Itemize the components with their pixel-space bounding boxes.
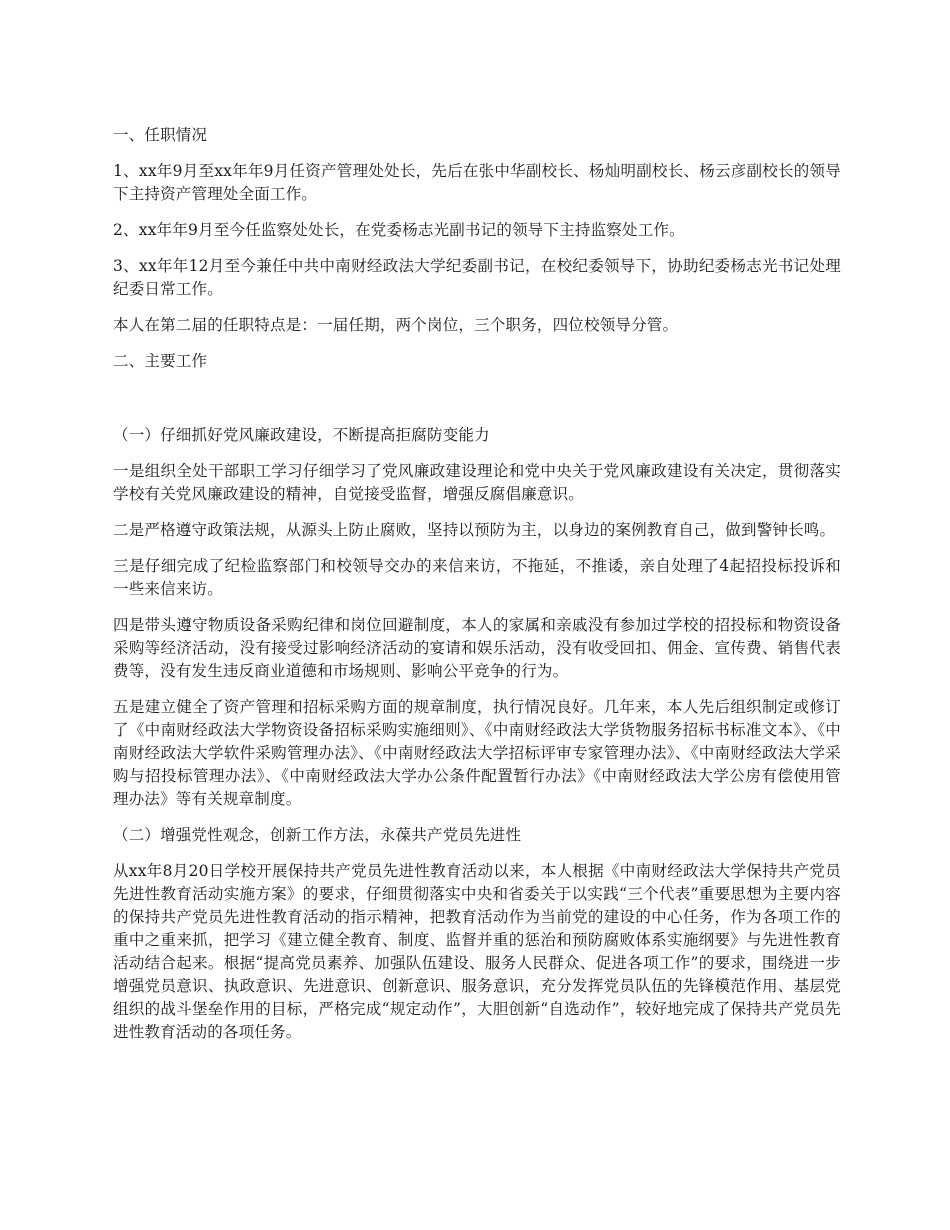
paragraph-integrity-5: 五是建立健全了资产管理和招标采购方面的规章制度，执行情况良好。几年来，本人先后组织制定或修订了《中南财经政法大学物资设备招标采购实施细则》、《中南财经政法大学货物服务招标书标准文本》、《中南财经政法大学软件采购管理办法》、《中南财经政法大学招标评审专家管理办法》、《中南财经政法大学采购与招投标管理办法》、《中南财经政法大学办公条件配置暂行办法》《中南财经政法大学公房有偿使用管理办法》等有关规章制度。	[113, 698, 841, 808]
subsection-heading-party-spirit: （二）增强党性观念，创新工作方法，永葆共产党员先进性	[113, 826, 522, 844]
section-heading-appointment: 一、任职情况	[113, 126, 208, 144]
paragraph-integrity-4: 四是带头遵守物质设备采购纪律和岗位回避制度，本人的家属和亲戚没有参加过学校的招投标和物资设备采购等经济活动，没有接受过影响经济活动的宴请和娱乐活动，没有收受回扣、佣金、宣传费、销售代表费等，没有发生违反商业道德和市场规则、影响公平竞争的行为。	[113, 616, 841, 680]
section-heading-main-work: 二、主要工作	[113, 352, 208, 370]
section-spacer	[113, 386, 841, 424]
subsection-heading-integrity: （一）仔细抓好党风廉政建设，不断提高拒腐防变能力	[113, 426, 490, 444]
document-body	[113, 124, 841, 1057]
paragraph-integrity-2: 二是严格遵守政策法规，从源头上防止腐败，坚持以预防为主，以身边的案例教育自己，做到警钟长鸣。	[113, 521, 836, 539]
paragraph-appointment-3: 3、xx年年12月至今兼任中共中南财经政法大学纪委副书记，在校纪委领导下，协助纪委杨志光书记处理纪委日常工作。	[113, 257, 841, 298]
paragraph-integrity-1: 一是组织全处干部职工学习仔细学习了党风廉政建设理论和党中央关于党风廉政建设有关决定，贯彻落实学校有关党风廉政建设的精神，自觉接受监督，增强反腐倡廉意识。	[113, 462, 841, 503]
paragraph-integrity-3: 三是仔细完成了纪检监察部门和校领导交办的来信来访，不拖延，不推诿，亲自处理了4起招投标投诉和一些来信来访。	[113, 557, 841, 598]
paragraph-party-spirit-1: 从xx年8月20日学校开展保持共产党员先进性教育活动以来，本人根据《中南财经政法大学保持共产党员先进性教育活动实施方案》的要求，仔细贯彻落实中央和省委关于以实践“三个代表”重要思想为主要内容的保持共产党员先进性教育活动的指示精神，把教育活动作为当前党的建设的中心任务，作为各项工作的重中之重来抓，把学习《建立健全教育、制度、监督并重的惩治和预防腐败体系实施纲要》与先进性教育活动结合起来。根据“提高党员素养、加强队伍建设、服务人民群众、促进各项工作”的要求，围绕进一步增强党员意识、执政意识、先进意识、创新意识、服务意识，充分发挥党员队伍的先锋模范作用、基层党组织的战斗堡垒作用的目标，严格完成“规定动作”，大胆创新“自选动作”，较好地完成了保持共产党员先进性教育活动的各项任务。	[113, 862, 841, 1041]
paragraph-appointment-2: 2、xx年年9月至今任监察处处长，在党委杨志光副书记的领导下主持监察处工作。	[113, 221, 685, 239]
paragraph-appointment-1: 1、xx年9月至xx年年9月任资产管理处处长，先后在张中华副校长、杨灿明副校长、杨云彦副校长的领导下主持资产管理处全面工作。	[113, 162, 841, 203]
paragraph-appointment-summary: 本人在第二届的任职特点是：一届任期，两个岗位，三个职务，四位校领导分管。	[113, 316, 679, 334]
